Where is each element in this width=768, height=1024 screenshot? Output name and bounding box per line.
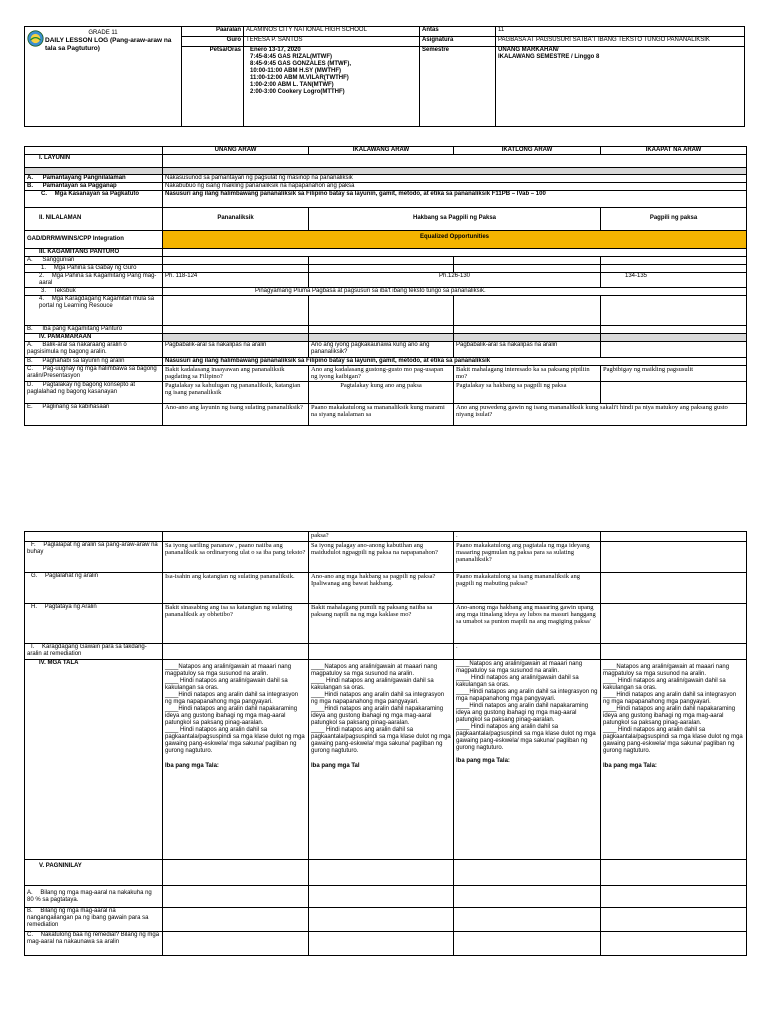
paghahabi-value: Nasusuri ang ilang halimbawang pananaliksik sa Filipino batay sa layunin, gamit, metodo, at etika sa pananaliksik: [163, 358, 747, 366]
tala-day2: [309, 660, 454, 860]
layunin-heading: I. LAYUNIN: [25, 155, 163, 168]
header-table: [24, 26, 745, 127]
paaralan-value: ALAMINOS CITY NATIONAL HIGH SCHOOL: [244, 27, 420, 37]
karagdagang-kagamitan-label: 4. Mga Karagdagang Kagamitan mula sa portal ng Learning Resouce: [25, 296, 163, 326]
guro-value: TERESA P. SANTOS: [244, 37, 420, 47]
petsa-label: Petsa/Oras: [182, 47, 244, 127]
asignatura-value: PAGBASA AT PAGSUSURI SA IBA'T IBANG TEKSTO TUNGO PANANALIKSIK: [496, 37, 745, 47]
semestre-value: UNANG MARKAHAN/ IKALAWANG SEMESTRE / Linggo 8: [496, 47, 745, 127]
carry-day2: paksa?: [309, 532, 454, 542]
school-seal-icon: [27, 30, 44, 47]
pahina-day1: Ph. 118-124: [163, 273, 309, 288]
layunin-c-label: C. Mga Kasanayan sa Pagkatuto: [25, 191, 163, 208]
nilalaman-day4: Pagpili ng paksa: [601, 208, 747, 231]
paglalapat-day1: Sa iyong sariling pananaw , paano naiiba ang pananaliksik sa ordinaryong ulat o sa iba pang teksto?: [163, 542, 309, 573]
kagamitan-heading: III. KAGAMITANG PANTURO: [25, 249, 163, 257]
paglalapat-day3: Paano makakatulong ang pagtatala ng mga ideyang maaaring pagmulan ng paksa para sa sulating pananaliksik?: [454, 542, 601, 573]
lesson-table-page2: [24, 531, 747, 956]
nilalaman-day1: Pananaliksik: [163, 208, 309, 231]
layunin-b-label: B. Pamantayan sa Pagganap: [25, 183, 163, 191]
paglalahat-day1: Isa-isahin ang katangian ng sulating pananaliksik.: [163, 573, 309, 604]
balik-aral-day2: Ano ang iyong pagkakaunawa kung ano ang pananaliksik?: [309, 342, 454, 358]
pag-uugnay-label: C. Pag-uugnay ng mga halimbawa sa bagong aralin/Presentasyon: [25, 366, 163, 382]
paglinang-day1: Ano-ano ang layunin ng isang sulating pananaliksik?: [163, 404, 309, 426]
paglalapat-day2: Sa iyong palagay ano-anong kabutihan ang maidudulot ngpagpili ng paksa na napapanahon?: [309, 542, 454, 573]
pag-uugnay-day1: Bakit kadalasang inaayawan ang pananaliksik pagdating sa Filipino?: [163, 366, 309, 382]
dll-title: DAILY LESSON LOG (Pang-araw-araw na tala sa Pagtuturo): [45, 37, 172, 52]
pagtalakay-day3: Pagtalakay sa hakbang sa pagpili ng paksa: [454, 382, 601, 404]
antas-label: Antas: [420, 27, 496, 37]
iba-pang-tala-day4: Iba pang mga Tala:: [603, 763, 657, 769]
paglalahat-label: G. Paglalahat ng aralin: [25, 573, 163, 604]
pagninilay-heading: V. PAGNINILAY: [25, 860, 163, 886]
pagtalakay-day2: Pagtalakay kung ano ang paksa: [309, 382, 454, 404]
sanggunian-label: A. Sanggunian: [25, 257, 163, 265]
petsa-value: Enero 13-17, 2020 7:45-8:45 GAS RIZAL(MTWF) 8:45-9:45 GAS GONZALES (MTWF), 10:00-11:00 ABM H.SY (MWTHF) 11:00-12:00 ABM M.VILAR(TWTHF) 1:00-2:00 ABM L. TAN(MTWF) 2:00-3:00 Cookery Logro(MTTHF): [244, 47, 420, 127]
antas-value: 11: [496, 27, 745, 37]
pagtalakay-day1: Pagtalakay sa kahulugan ng pananaliksik, katangian ng isang pananaliksik: [163, 382, 309, 404]
paglinang-day2: Paano makakatulong sa mananaliksik kung marami na siyang nalalaman sa: [309, 404, 454, 426]
tala-day4-text: ____Natapos ang aralin/gawain at maaari nang magpatuloy sa mga susunod na aralin. ____ Hindi natapos ang aralin/gawain dahil sa kakulangan sa oras. ____Hindi natapos ang aralin dahil sa integrasyon ng mga napapanahong mga pangyayari. ____Hindi natapos ang aralin dahil napakaraming ideya ang gustong ibahagi ng mga mag-aaral patungkol sa paksang pinag-aaralan. ____ Hindi natapos ang aralin dahil sa pagkaantala/pagsuspindi sa mga klase dulot ng mga gawaing pang-eskwela/ mga sakuna/ pagliban ng gurong nagtuturo.: [603, 664, 743, 754]
balik-aral-day3: Pagbabalik-aral sa nakalipas na aralin: [454, 342, 601, 358]
pagninilay-c-label: C. Nakatulong baa ng remedial? Bilang ng mga mag-aaral na nakaunawa sa aralin: [25, 932, 163, 956]
tala-day1-text: ____Natapos ang aralin/gawain at maaari nang magpatuloy sa mga susunod na aralin. ____ Hindi natapos ang aralin/gawain dahil sa kakulangan sa oras. ____Hindi natapos ang aralin dahil sa integrasyon ng mga napapanahong mga pangyayari. ____Hindi natapos ang aralin dahil napakaraming ideya ang gustong ibahagi ng mga mag-aaral patungkol sa paksang pinag-aaralan. ____ Hindi natapos ang aralin dahil sa pagkaantala/pagsuspindi sa mga klase dulot ng mga gawaing pang-eskwela/ mga sakuna/ pagliban ng gurong nagtuturo.: [165, 664, 305, 754]
tala-day2-text: ____Natapos ang aralin/gawain at maaari nang magpatuloy sa mga susunod na aralin. ____ Hindi natapos ang aralin/gawain dahil sa kakulangan sa oras. ____Hindi natapos ang aralin dahil sa integrasyon ng mga napapanahong mga pangyayari. ____Hindi natapos ang aralin dahil napakaraming ideya ang gustong ibahagi ng mga mag-aaral patungkol sa paksang pinag-aaralan. ____ Hindi natapos ang aralin dahil sa pagkaantala/pagsuspindi sa mga klase dulot ng mga gawaing pang-eskwela/ mga sakuna/ pagliban ng gurong nagtuturo.: [311, 664, 451, 754]
pagtalakay-label: D. Pagtalakay ng bagong konsepto at paglalahad ng bagong kasanayan: [25, 382, 163, 404]
tala-day4: [601, 660, 747, 860]
karagdagang-gawain-label: I. Karagdagang Gawain para sa takdang-aralin at remediation: [25, 644, 163, 660]
teksbuk-value: Pinagyamang Pluma Pagbasa at pagsusuri sa iba't ibang teksto tungo sa pananaliksik.: [163, 288, 747, 296]
pag-uugnay-day3: Bakit mahalagang interesado ka sa paksang pipiliin mo?: [454, 366, 601, 382]
paglalapat-label: F. Paglalapat ng aralin sa pang-araw-araw na buhay: [25, 542, 163, 573]
mga-tala-heading: IV. MGA TALA: [25, 660, 163, 860]
day4-header: IKAAPAT NA ARAW: [601, 147, 747, 155]
kagamitang-pang-mag-aaral-label: 2. Mga Pahina sa Kagamitang Pang mag-aaral: [25, 273, 163, 288]
paghahabi-label: B. Paghahabi sa layunin ng aralin: [25, 358, 163, 366]
layunin-a-value: Nakasusunod sa pamantayan ng pagsulat ng masinop na pananaliksik: [163, 175, 747, 183]
gad-value: Equalized Opportunities: [163, 231, 747, 249]
teksbuk-label: 3. Teksbuk: [25, 288, 163, 296]
gabay-guro-label: 1. Mga Pahina sa Gabay ng Guro: [25, 265, 163, 273]
pahina-day3: Ph.126-130: [309, 273, 601, 288]
balik-aral-day1: Pagbabalik-aral sa nakalipas na aralin: [163, 342, 309, 358]
pag-uugnay-day4: Pagbibigay ng maikling pagsusulit: [601, 366, 747, 382]
paaralan-label: Paaralan: [182, 27, 244, 37]
tala-day1: [163, 660, 309, 860]
paglalahat-day2: Ano-ano ang mga hakbang sa pagpili ng paksa? Ipaliwanag ang bawat hakbang.: [309, 573, 454, 604]
layunin-c-value: Nasusuri ang ilang halimbawang pananaliksik sa Filipino batay sa layunin, gamit, metodo, at etika sa pananaliksik F11PB – IVab – 100: [163, 191, 747, 208]
header-title-cell: [25, 27, 182, 127]
nilalaman-day23: Hakbang sa Pagpili ng Paksa: [309, 208, 601, 231]
tala-day3: [454, 660, 601, 860]
iba-pang-kagamitan-label: B. Iba pang Kagamitang Panturo: [25, 326, 163, 334]
day3-header: IKATLONG ARAW: [454, 147, 601, 155]
karagdagang-gawain-day3: .: [454, 644, 601, 660]
gad-label: GAD/DRRM/WINS/CPP Integration: [25, 231, 163, 249]
pag-uugnay-day2: Ano ang kadalasang gustong-gusto mo pag-usapan ng iyong kaibigan?: [309, 366, 454, 382]
semestre-label: Semestre: [420, 47, 496, 127]
lesson-table-page1: [24, 146, 747, 426]
tala-day3-text: ____Natapos ang aralin/gawain at maaari nang magpatuloy sa mga susunod na aralin. ____ Hindi natapos ang aralin/gawain dahil sa kakulangan sa oras. ____Hindi natapos ang aralin dahil sa integrasyon ng mga napapanahong mga pangyayari. ____Hindi natapos ang aralin dahil napakaraming ideya ang gustong ibahagi ng mga mag-aaral patungkol sa paksang pinag-aaralan. ____ Hindi natapos ang aralin dahil sa pagkaantala/pagsuspindi sa mga klase dulot ng mga gawaing pang-eskwela/ mga sakuna/ pagliban ng gurong nagtuturo.: [456, 661, 598, 751]
grade-label: GRADE 11: [88, 30, 118, 36]
pagtataya-day3: Ano-anong mga hakbang ang maaaring gawin upang ang mga itinalang ideya ay lubos na masuri hanggang sa umabot sa punton mapili na ang magiging paksa/: [454, 604, 601, 644]
pagtataya-day2: Bakit mahalagang pumili ng paksang naiiba sa paksang napili na ng mga kaklase mo?: [309, 604, 454, 644]
pahina-day4: 134-135: [601, 273, 747, 288]
pagtataya-day1: Bakit sinasabing ang isa sa katangian ng sulating pananaliksik ay obhetibo?: [163, 604, 309, 644]
asignatura-label: Asignatura: [420, 37, 496, 47]
layunin-b-value: Nakabubuo ng isang maikling pananaliksik na napapanahon ang paksa: [163, 183, 747, 191]
day2-header: IKALAWANG ARAW: [309, 147, 454, 155]
paglalahat-day3: Paano makakatulong sa isang mananaliksik ang pagpili ng mabuting paksa?: [454, 573, 601, 604]
nilalaman-heading: II. NILALAMAN: [25, 208, 163, 231]
day1-header: UNANG ARAW: [163, 147, 309, 155]
iba-pang-tala-day3: Iba pang mga Tala:: [456, 758, 510, 764]
guro-label: Guro: [182, 37, 244, 47]
pagninilay-b-label: B. Bilang ng mga mag-aaral na nangangailangan pa ng ibang gawain para sa remediation: [25, 908, 163, 932]
pagninilay-a-label: A. Bilang ng mga mag-aaral na nakakuha ng 80 % sa pagtataya.: [25, 886, 163, 908]
iba-pang-tala-day1: Iba pang mga Tala:: [165, 763, 219, 769]
paglinang-label: E. Paglinang sa kabihasaan: [25, 404, 163, 426]
paglinang-day34: Ano ang puwedeng gawin ng isang mananaliksik kung sakali't hindi pa niya matukoy ang paksang gusto niyang isulat?: [454, 404, 747, 426]
iba-pang-tala-day2: Iba pang mga Tal: [311, 763, 360, 769]
pamamaraan-heading: IV. PAMAMARAAN: [25, 334, 163, 342]
pagtataya-label: H. Pagtataya ng Aralin: [25, 604, 163, 644]
layunin-a-label: A. Pamantayang Pangnilalaman: [25, 175, 163, 183]
carry-day3: .: [454, 532, 601, 542]
balik-aral-label: A. Balik-aral sa nakaraang aralin o pagsisimula ng bagong aralin.: [25, 342, 163, 358]
